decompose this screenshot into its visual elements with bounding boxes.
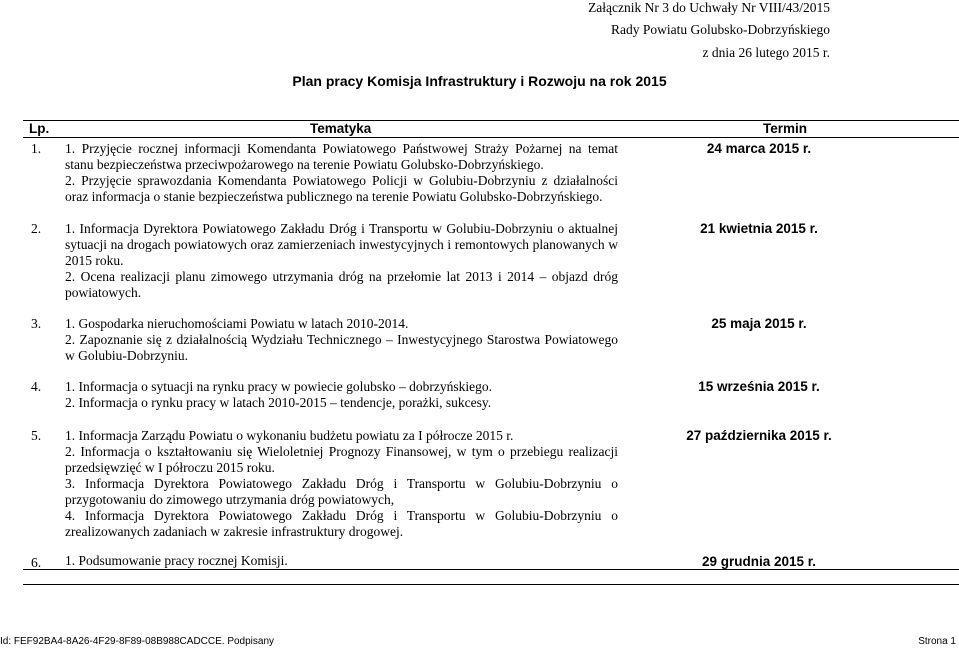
topic-item: 1. Informacja o sytuacji na rynku pracy w powiecie golubsko – dobrzyńskiego. [65, 379, 493, 394]
table-row-topics [65, 379, 618, 411]
topic-item: 1. Informacja Dyrektora Powiatowego Zakładu Dróg i Transportu w Golubiu-Dobrzyniu o aktualnej sytuacji na drogach powiatowych oraz zamierzeniach inwestycyjnych i remontowych planowanych w 2015 roku. [65, 221, 618, 268]
topic-item: 1. Informacja Zarządu Powiatu o wykonaniu budżetu powiatu za I półrocze 2015 r. [65, 428, 514, 443]
topic-item: 2. Informacja o kształtowaniu się Wieloletniej Prognozy Finansowej, w tym o przebiegu realizacji przedsięwzięć w I półroczu 2015 roku. [65, 444, 618, 475]
topic-item: 1. Gospodarka nieruchomościami Powiatu w latach 2010-2014. [65, 316, 409, 331]
column-header-tematyka: Tematyka [310, 121, 372, 136]
topic-item: 1. Podsumowanie pracy rocznej Komisji. [65, 553, 288, 568]
attachment-header-line1: Załącznik Nr 3 do Uchwały Nr VIII/43/2015 [588, 0, 830, 15]
topic-item: 4. Informacja Dyrektora Powiatowego Zakładu Dróg i Transportu w Golubiu-Dobrzyniu o zrealizowanych zadaniach w zakresie infrastruktury drogowej. [65, 508, 618, 539]
table-row-topics [65, 316, 618, 364]
row-date: 21 kwietnia 2015 r. [700, 221, 818, 236]
row-number: 5. [31, 428, 42, 443]
table-row-topics [65, 553, 618, 569]
table-bottom-border [23, 584, 959, 585]
table-row-topics [65, 141, 618, 205]
table-row-topics [65, 221, 618, 301]
row-date: 24 marca 2015 r. [706, 141, 812, 156]
row-number: 6. [31, 555, 42, 570]
attachment-header-line3: z dnia 26 lutego 2015 r. [702, 45, 830, 60]
topic-item: 2. Zapoznanie się z działalnością Wydziału Technicznego – Inwestycyjnego Starostwa Powiatowego w Golubiu-Dobrzyniu. [65, 332, 618, 363]
page-number: Strona 1 [918, 636, 956, 647]
row-date: 29 grudnia 2015 r. [701, 554, 817, 569]
topic-item: 3. Informacja Dyrektora Powiatowego Zakładu Dróg i Transportu w Golubiu-Dobrzyniu o przygotowaniu do zimowego utrzymania dróg powiatowych, [65, 476, 618, 507]
page-title: Plan pracy Komisja Infrastruktury i Rozwoju na rok 2015 [292, 73, 667, 89]
row-number: 3. [31, 316, 42, 331]
table-row-border [23, 569, 959, 570]
topic-item: 2. Informacja o rynku pracy w latach 2010-2015 – tendencje, porażki, sukcesy. [65, 395, 492, 410]
topic-item: 2. Przyjęcie sprawozdania Komendanta Powiatowego Policji w Golubiu-Dobrzyniu z działalności oraz informacja o stanie bezpieczeństwa publicznego na terenie Powiatu Golubsko-Dobrzyńskiego. [65, 173, 618, 204]
column-header-termin: Termin [763, 121, 808, 136]
row-number: 1. [31, 141, 42, 156]
topic-item: 1. Przyjęcie rocznej informacji Komendanta Powiatowego Państwowej Straży Pożarnej na temat stanu bezpieczeństwa przeciwpożarowego na terenie Powiatu Golubsko-Dobrzyńskiego. [65, 141, 618, 172]
topic-item: 2. Ocena realizacji planu zimowego utrzymania dróg na przełomie lat 2013 i 2014 – objazd dróg powiatowych. [65, 269, 618, 300]
row-date: 25 maja 2015 r. [711, 316, 807, 331]
column-header-lp: Lp. [29, 121, 50, 136]
table-row-topics [65, 428, 618, 540]
row-date: 15 września 2015 r. [698, 379, 820, 394]
table-top-border [23, 120, 959, 121]
attachment-header-line2: Rady Powiatu Golubsko-Dobrzyńskiego [611, 22, 830, 37]
table-header-border [23, 137, 959, 138]
document-id: Id: FEF92BA4-8A26-4F29-8F89-08B988CADCCE. Podpisany [0, 636, 275, 647]
row-number: 2. [31, 221, 42, 236]
row-number: 4. [31, 379, 42, 394]
row-date: 27 października 2015 r. [686, 428, 832, 443]
